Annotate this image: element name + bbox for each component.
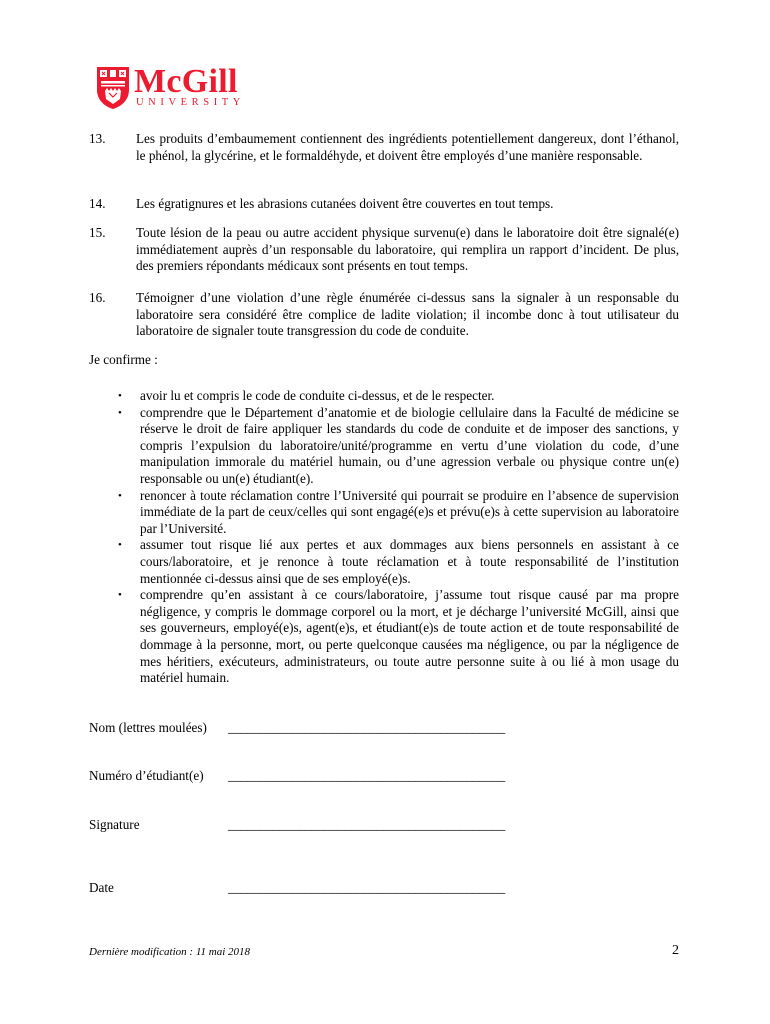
rule-number: 15. bbox=[89, 225, 106, 240]
student-number-field-line[interactable]: ___________________________________________ bbox=[228, 768, 506, 783]
list-item-text: avoir lu et compris le code de conduite ci-dessus, et de le respecter. bbox=[140, 388, 495, 403]
rule-text: Témoigner d’une violation d’une règle énumérée ci-dessus sans la signaler à un responsable du laboratoire sera considéré être complice de ladite violation; il incombe donc à tout utilisateur du laboratoire de signaler toute transgression du code de conduite. bbox=[136, 290, 679, 339]
student-number-field-label: Numéro d’étudiant(e) bbox=[89, 768, 204, 783]
date-field-label: Date bbox=[89, 880, 114, 895]
list-item bbox=[89, 587, 679, 687]
signature-field-line[interactable]: ___________________________________________ bbox=[228, 817, 506, 832]
date-field-line[interactable]: ___________________________________________ bbox=[228, 880, 506, 895]
confirm-heading: Je confirme : bbox=[89, 352, 158, 367]
date-field bbox=[89, 880, 506, 897]
bullet-icon: • bbox=[118, 489, 122, 502]
logo-wordmark: McGill bbox=[134, 63, 238, 100]
rule-item-15 bbox=[89, 225, 679, 275]
name-field-label: Nom (lettres moulées) bbox=[89, 720, 207, 735]
rule-number: 14. bbox=[89, 196, 106, 211]
list-item bbox=[89, 388, 679, 405]
rule-text: Toute lésion de la peau ou autre accident physique survenu(e) dans le laboratoire doit être signalé(e) immédiatement auprès d’un responsable du laboratoire, qui remplira un rapport d’incident. De plus, des premiers répondants médicaux sont présents en tout temps. bbox=[136, 225, 679, 274]
rule-item-13 bbox=[89, 131, 679, 164]
page-number: 2 bbox=[672, 943, 679, 958]
bullet-icon: • bbox=[118, 589, 122, 602]
confirmation-list bbox=[89, 388, 679, 687]
rule-text: Les égratignures et les abrasions cutanées doivent être couvertes en tout temps. bbox=[136, 196, 554, 211]
last-modified-note: Dernière modification : 11 mai 2018 bbox=[89, 946, 251, 958]
list-item bbox=[89, 488, 679, 538]
signature-field-label: Signature bbox=[89, 817, 140, 832]
rule-item-14 bbox=[89, 196, 679, 213]
bullet-icon: • bbox=[118, 406, 122, 419]
list-item bbox=[89, 537, 679, 587]
bullet-icon: • bbox=[118, 539, 122, 552]
rule-item-16 bbox=[89, 290, 679, 340]
list-item-text: comprendre que le Département d’anatomie et de biologie cellulaire dans la Faculté de médicine se réserve le droit de faire appliquer les standards du code de conduite et de imposer des sanctions, y compris l’expulsion du laboratoire/unité/programme en vertu d’une violation du code, d’une manipulation immorale du matériel humain, ou d’une agression verbale ou physique contre un(e) responsable ou un(e) étudiant(e). bbox=[140, 404, 679, 486]
list-item-text: comprendre qu’en assistant à ce cours/laboratoire, j’assume tout risque causé par ma propre négligence, y compris le dommage corporel ou la mort, et je décharge l’université McGill, ainsi que ses gouverneurs, employé(e)s, agent(e)s, et étudiant(e)s de toute action et de toute responsabilité de dommage à la personne, mort, ou perte quelconque causées ma négligence, ou par la négligence de mes héritiers, exécuteurs, administrateurs, ou toute autre personne suite à ou lié à mon usage du matériel humain. bbox=[140, 587, 679, 686]
mcgill-logo bbox=[96, 63, 248, 112]
rule-number: 13. bbox=[89, 131, 106, 146]
logo-subtitle: UNIVERSITY bbox=[136, 97, 245, 108]
bullet-icon: • bbox=[118, 390, 122, 402]
mcgill-shield-icon bbox=[96, 66, 130, 110]
name-field-line[interactable]: ___________________________________________ bbox=[228, 720, 506, 735]
list-item bbox=[89, 405, 679, 488]
name-field bbox=[89, 720, 506, 737]
list-item-text: assumer tout risque lié aux pertes et aux dommages aux biens personnels en assistant à ce cours/laboratoire, et je renonce à toute réclamation et à toute responsabilité de l’institution mentionnée ci-dessus ainsi que de ses employé(e)s. bbox=[140, 537, 679, 586]
rule-text: Les produits d’embaumement contiennent des ingrédients potentiellement dangereux, dont l’éthanol, le phénol, la glycérine, et le formaldéhyde, et doivent être employés d’une manière responsable. bbox=[136, 131, 679, 163]
list-item-text: renoncer à toute réclamation contre l’Université qui pourrait se produire en l’absence de supervision immédiate de la part de ceux/celles qui sont engagé(e)s et prévu(e)s à cette supervision au laboratoire par l’Université. bbox=[140, 487, 679, 536]
student-number-field bbox=[89, 768, 506, 785]
signature-field bbox=[89, 817, 506, 834]
rule-number: 16. bbox=[89, 290, 106, 305]
